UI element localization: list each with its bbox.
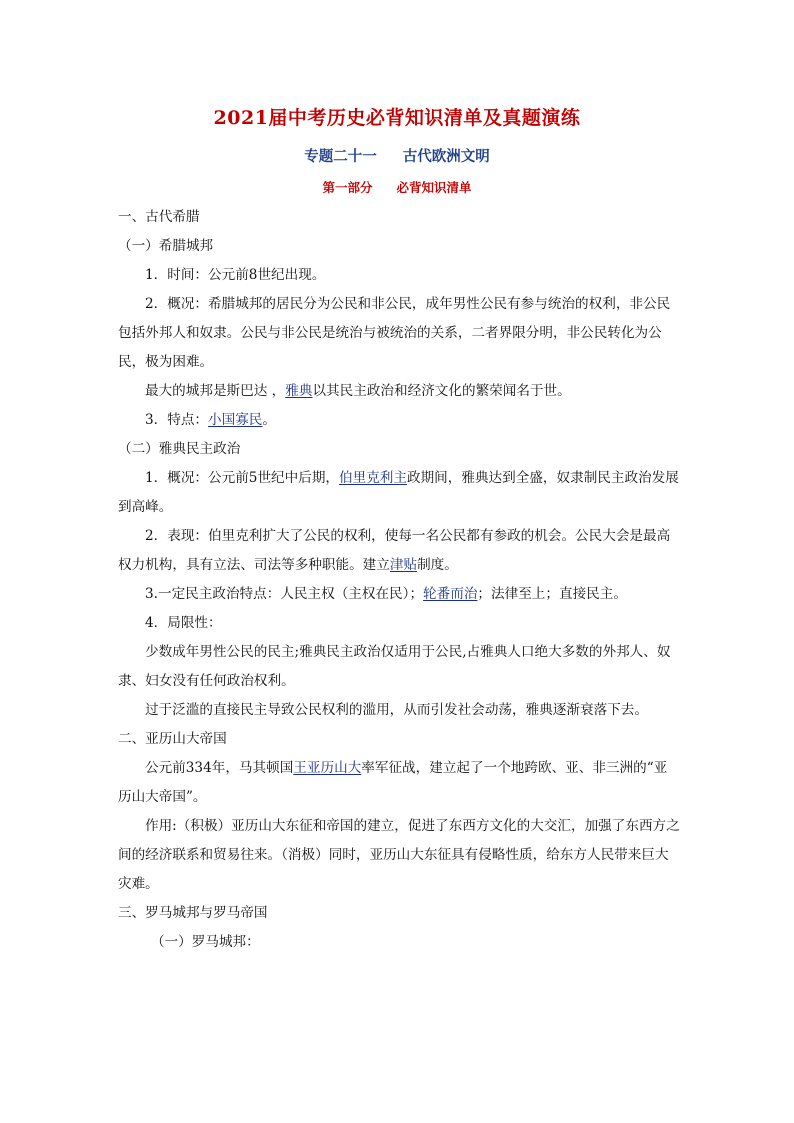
- section-heading-alexander: 二、亚历山大帝国: [118, 731, 227, 747]
- part-label: 第一部分: [322, 180, 373, 195]
- paragraph-manifestation: 2．表现：伯里克利扩大了公民的权利，使每一名公民都有参政的机会。公民大会是最高权力机构，具有立法、司法等多种职能。建立津贴制度。: [118, 528, 671, 573]
- paragraph-alexander-empire: 公元前334年，马其顿国王亚历山大率军征战，建立起了一个地跨欧、亚、非三洲的“亚历山大帝国”。: [118, 760, 668, 805]
- paragraph-limitations-1: 少数成年男性公民的民主;雅典民主政治仅适用于公民,占雅典人口绝大多数的外邦人、奴隶、妇女没有任何政治权利。: [118, 644, 671, 689]
- paragraph-alexander-effects: 作用:（积极）亚历山大东征和帝国的建立，促进了东西方文化的大交汇，加强了东西方之间的经济联系和贸易往来。（消极）同时，亚历山大东征具有侵略性质，给东方人民带来巨大灾难。: [118, 818, 680, 892]
- underlined-term: 小国寡民: [208, 412, 263, 428]
- part-heading: [0, 178, 794, 196]
- underlined-term: 轮番而治: [423, 586, 478, 602]
- subsection-heading-athens-democracy: （二）雅典民主政治: [118, 441, 241, 457]
- paragraph-features: 3．特点：小国寡民。: [145, 412, 276, 428]
- paragraph-largest-city: 最大的城邦是斯巴达 ，雅典以其民主政治和经济文化的繁荣闻名于世。: [145, 383, 571, 399]
- subsection-heading-city-states: （一）希腊城邦: [118, 238, 214, 254]
- paragraph-overview: 2．概况：希腊城邦的居民分为公民和非公民，成年男性公民有参与统治的权利，非公民包括外邦人和奴隶。公民与非公民是统治与被统治的关系，二者界限分明，非公民转化为公民，极为困难。: [118, 296, 671, 370]
- topic-subtitle: [0, 145, 794, 166]
- underlined-term: 伯里克利主: [339, 470, 407, 486]
- underlined-term: 津贴: [389, 557, 418, 573]
- paragraph-limitations-2: 过于泛滥的直接民主导致公民权利的滥用，从而引发社会动荡，雅典逐渐衰落下去。: [145, 702, 648, 718]
- paragraph-limitations-heading: 4．局限性：: [145, 615, 222, 631]
- paragraph-democracy-features: 3.一定民主政治特点：人民主权（主权在民）；轮番而治；法律至上；直接民主。: [145, 586, 627, 602]
- section-heading-rome: 三、罗马城邦与罗马帝国: [118, 905, 268, 921]
- topic-number: 专题二十一: [304, 148, 377, 165]
- underlined-term: 雅典: [285, 383, 313, 399]
- paragraph-time: 1．时间：公元前8世纪出现。: [145, 267, 326, 283]
- section-heading-greece: 一、古代希腊: [118, 209, 200, 225]
- part-name: 必背知识清单: [396, 180, 472, 195]
- subsection-heading-rome-city-state: （一）罗马城邦：: [151, 934, 260, 950]
- paragraph-democracy-overview: 1．概况：公元前5世纪中后期，伯里克利主政期间，雅典达到全盛，奴隶制民主政治发展到高峰。: [118, 470, 679, 515]
- topic-name: 古代欧洲文明: [402, 148, 490, 165]
- document-body: [118, 203, 680, 957]
- underlined-term: 王亚历山大: [293, 760, 362, 776]
- document-title: 2021届中考历史必背知识清单及真题演练: [213, 107, 581, 129]
